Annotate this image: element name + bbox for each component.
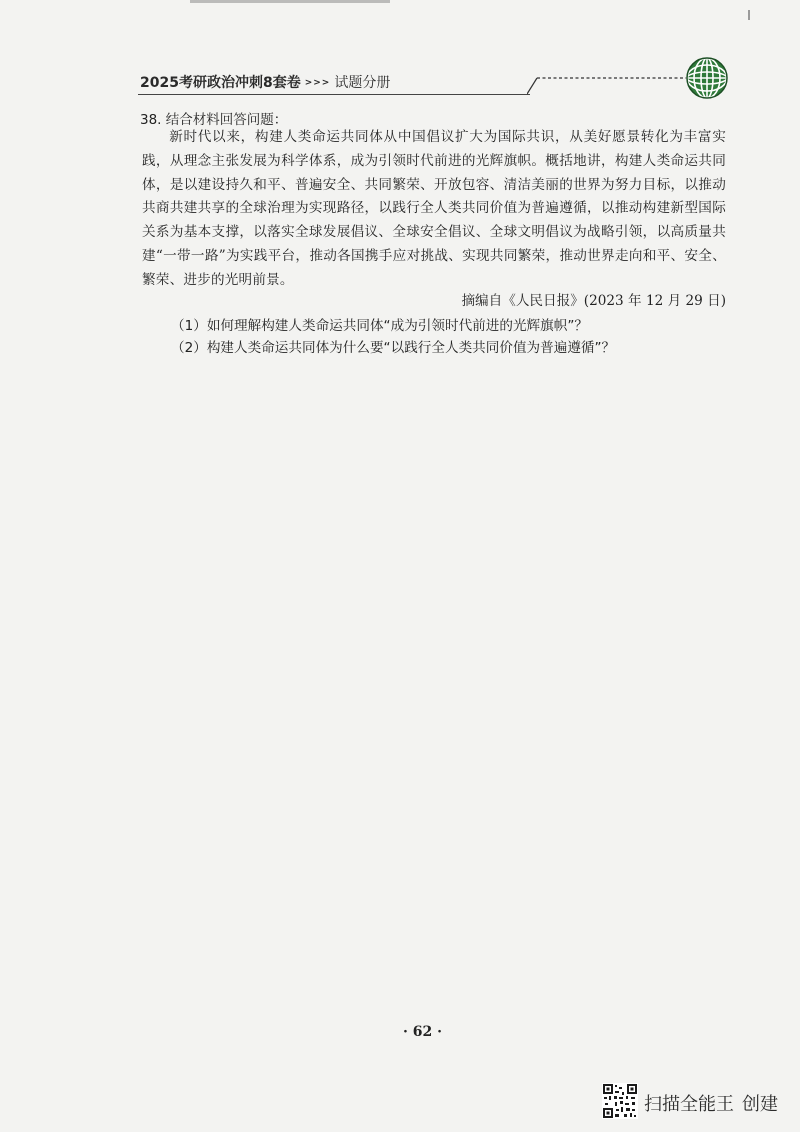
sub-question-1: （1）如何理解构建人类命运共同体“成为引领时代前进的光辉旗帜”？ xyxy=(171,318,588,334)
sub-question-2: （2）构建人类命运共同体为什么要“以践行全人类共同价值为普遍遵循”？ xyxy=(171,340,616,356)
scan-top-shadow xyxy=(190,0,390,3)
section-title: 试题分册 xyxy=(334,75,391,91)
header-separator: >>> xyxy=(304,78,331,88)
watermark-created: 创建 xyxy=(742,1094,778,1115)
watermark-app-name: 扫描全能王 xyxy=(644,1094,734,1115)
material-source: 摘编自《人民日报》(2023 年 12 月 29 日) xyxy=(461,293,726,309)
globe-logo-icon xyxy=(684,55,730,101)
scanner-watermark xyxy=(644,1090,778,1116)
header-dashed-rule xyxy=(527,76,687,96)
running-header xyxy=(140,72,390,92)
scan-edge-mark xyxy=(748,10,750,20)
question-material: 新时代以来，构建人类命运共同体从中国倡议扩大为国际共识，从美好愿景转化为丰富实践，从理念主张发展为科学体系，成为引领时代前进的光辉旗帜。概括地讲，构建人类命运共同体，是以建设持久和平、普遍安全、共同繁荣、开放包容、清洁美丽的世界为努力目标，以推动共商共建共享的全球治理为实现路径，以践行全人类共同价值为普遍遵循，以推动构建新型国际关系为基本支撑，以落实全球发展倡议、全球安全倡议、全球文明倡议为战略引领，以高质量共建“一带一路”为实践平台，推动各国携手应对挑战、实现共同繁荣，推动世界走向和平、安全、繁荣、进步的光明前景。 xyxy=(142,129,726,288)
page-number: · 62 · xyxy=(403,1024,442,1040)
qr-code-icon xyxy=(602,1083,638,1119)
question-number-title: 38. 结合材料回答问题： xyxy=(140,112,288,128)
header-rule xyxy=(138,94,530,95)
book-title: 2025考研政治冲刺8套卷 xyxy=(140,75,301,91)
